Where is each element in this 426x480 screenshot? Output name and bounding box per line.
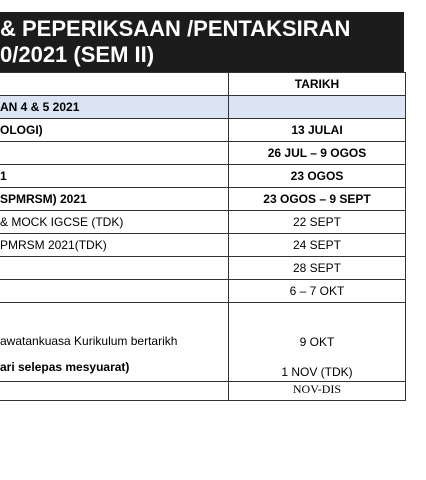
section-row [0,96,406,119]
date-cell: 13 JULAI [229,119,406,142]
header-cell-date: TARIKH [229,73,406,96]
section-date-cell [229,96,406,119]
activity-cell: OLOGI) [0,119,229,142]
activity-cell [0,142,229,165]
activity-cell [0,382,229,401]
date-cell [229,303,406,382]
table-row [0,234,406,257]
title-line-2: 0/2021 (SEM II) [0,42,155,67]
table-row [0,280,406,303]
date-cell: 26 JUL – 9 OGOS [229,142,406,165]
schedule-table [0,72,406,401]
activity-cell [0,280,229,303]
activity-cell [0,257,229,280]
activity-cell: & MOCK IGCSE (TDK) [0,211,229,234]
table-header-row [0,73,406,96]
title-banner [0,12,404,72]
date-line-2: 1 NOV (TDK) [281,365,353,379]
title-line-1: & PEPERIKSAAN /PENTAKSIRAN [0,16,351,41]
table-row [0,119,406,142]
table-row [0,165,406,188]
activity-cell [0,303,229,382]
activity-cell: SPMRSM) 2021 [0,188,229,211]
table-row [0,303,406,382]
table-row [0,142,406,165]
table-row [0,188,406,211]
date-line-1: 9 OKT [299,335,335,349]
date-cell: 23 OGOS – 9 SEPT [229,188,406,211]
activity-line-1: awatankuasa Kurikulum bertarikh [0,334,178,348]
table-row [0,211,406,234]
table-row [0,257,406,280]
activity-cell: 1 [0,165,229,188]
date-cell: 22 SEPT [229,211,406,234]
table-row [0,382,406,401]
date-cell: NOV-DIS [229,382,406,401]
activity-line-2: ari selepas mesyuarat) [0,360,130,374]
activity-cell: PMRSM 2021(TDK) [0,234,229,257]
header-cell-activity [0,73,229,96]
date-cell: 28 SEPT [229,257,406,280]
date-cell: 23 OGOS [229,165,406,188]
date-cell: 24 SEPT [229,234,406,257]
section-label: AN 4 & 5 2021 [0,96,229,119]
date-cell: 6 – 7 OKT [229,280,406,303]
